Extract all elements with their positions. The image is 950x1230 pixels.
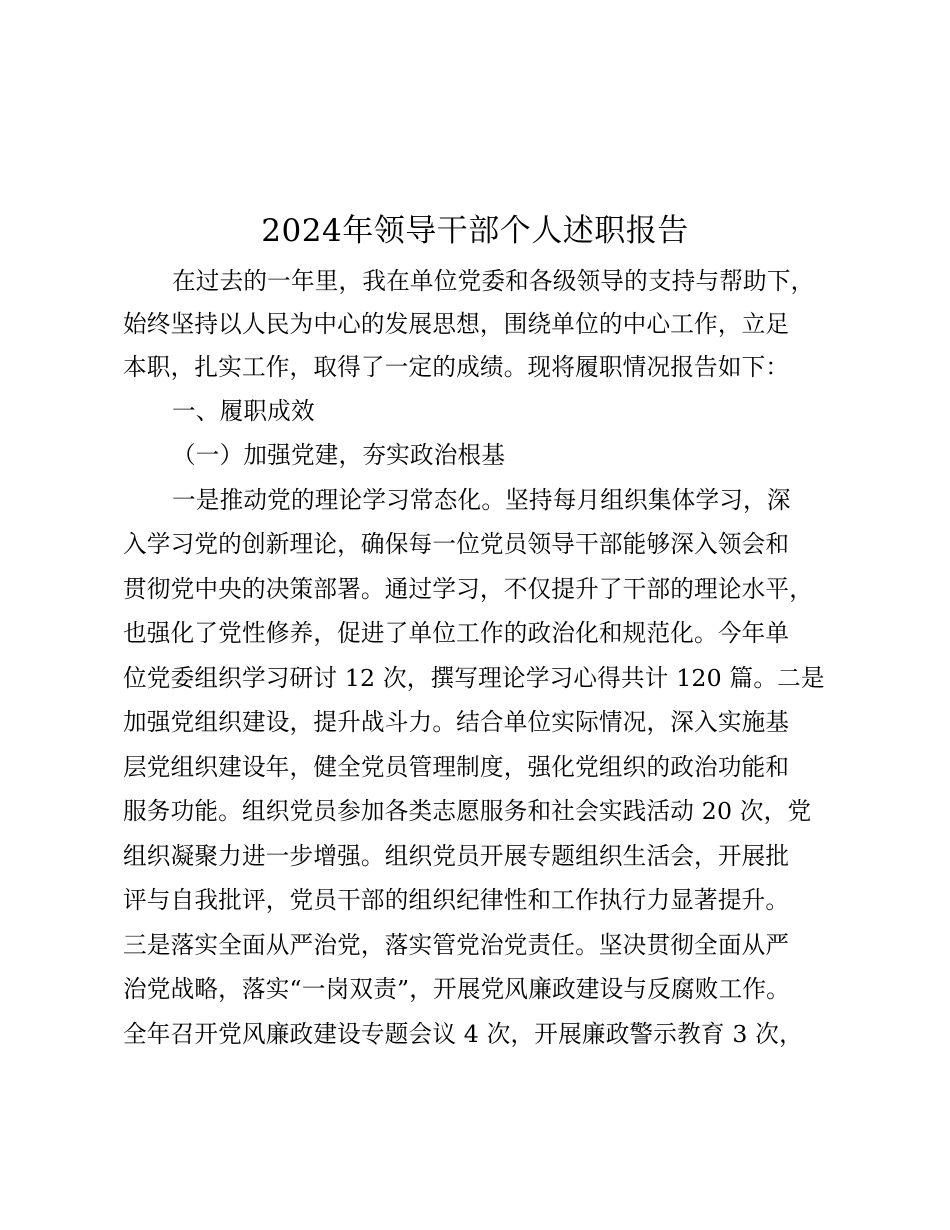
paragraph-line: 服务功能。组织党员参加各类志愿服务和社会实践活动 20 次，党 (123, 797, 812, 825)
paragraph-line: 始终坚持以人民为中心的发展思想，围绕单位的中心工作，立足 (123, 310, 790, 338)
paragraph-line: 加强党组织建设，提升战斗力。结合单位实际情况，深入实施基 (123, 708, 790, 736)
document-title: 2024年领导干部个人述职报告 (261, 213, 689, 249)
paragraph-line: 组织凝聚力进一步增强。组织党员开展专题组织生活会，开展批 (123, 842, 790, 870)
paragraph-line: 也强化了党性修养，促进了单位工作的政治化和规范化。今年单 (123, 619, 790, 647)
paragraph-line: 在过去的一年里，我在单位党委和各级领导的支持与帮助下， (172, 267, 815, 295)
paragraph-line: 贯彻党中央的决策部署。通过学习，不仅提升了干部的理论水平， (123, 575, 814, 603)
paragraph-line: 治党战略，落实“一岗双责”，开展党风廉政建设与反腐败工作。 (123, 975, 790, 1003)
paragraph-line: 评与自我批评，党员干部的组织纪律性和工作执行力显著提升。 (123, 886, 790, 914)
paragraph-line: 入学习党的创新理论，确保每一位党员领导干部能够深入领会和 (123, 530, 790, 558)
paragraph-line: 位党委组织学习研讨 12 次，撰写理论学习心得共计 120 篇。二是 (123, 664, 825, 692)
paragraph-line: 三是落实全面从严治党，落实管党治党责任。坚决贯彻全面从严 (123, 931, 790, 959)
paragraph-line: 本职，扎实工作，取得了一定的成绩。现将履职情况报告如下： (123, 353, 790, 381)
paragraph-line: 全年召开党风廉政建设专题会议 4 次，开展廉政警示教育 3 次， (123, 1020, 803, 1048)
paragraph-line: 一是推动党的理论学习常态化。坚持每月组织集体学习，深 (172, 486, 791, 514)
section-heading: 一、履职成效 (172, 397, 315, 425)
subsection-heading: （一）加强党建，夯实政治根基 (172, 441, 506, 469)
paragraph-line: 层党组织建设年，健全党员管理制度，强化党组织的政治功能和 (123, 753, 790, 781)
